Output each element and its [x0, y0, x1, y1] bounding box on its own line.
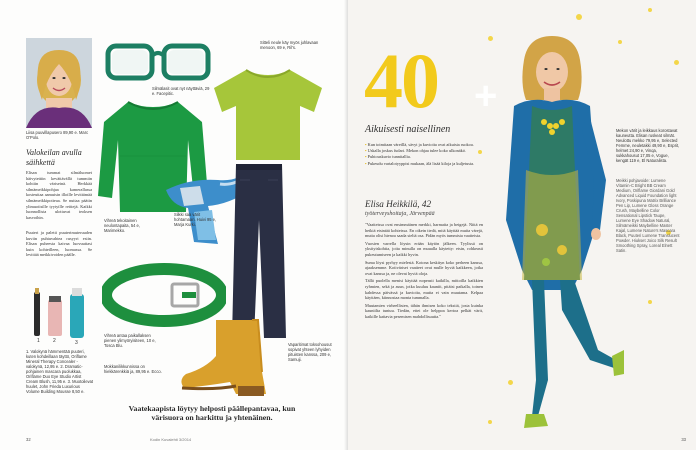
shoe-photo: [176, 316, 268, 400]
products-caption: 1. Valokynä hämmentää puuteri, kuten kohdeillaan täyttö, Oriflame Mineral Therapy Concealer -valokynä, 12,95 e. 2. Dramatic-pohjainen mascara puolukkaa, Oriflame Duo Eye Studio Artist Cream Blush, 11,95 e. 3. Muotoilevat huulet, John Frieda Luxurious Volume Building Mousse 8,50 e.: [26, 349, 94, 394]
article-paragraph: Suma löysi pyrhyy mielestä. Kotona keskityn koko perheen kanssa, ajaaksemme. Kotiväriset vaatteet ovat mulle hyviä kaikkeen, jotka ovat kanssa ja, ne olevat hyviä oloja.: [365, 259, 483, 276]
plus-sign: +: [474, 74, 498, 118]
glasses-caption: Silmälasit ovat nyt näyttäviä, 29 e. Facepitic.: [152, 86, 210, 96]
tagline: Vaatekaapista löytyy helposti päällepantavaa, kun värisuora on harkittu ja yhtenäinen.: [128, 404, 296, 422]
portrait-caption: Liisa puuvillapusero 89,90 e. Marc O'Polo.: [26, 130, 89, 140]
tip-item: • Kun toimitaan väreillä, sävyt ja kuvioita ovat aikuista ruokoa.: [365, 142, 474, 147]
makeup-products-photo: [28, 284, 94, 346]
article-paragraph: "Vaatteissa ovat ensimmäinen merkki, harmaita ja beigejä. Niitä en hetkiä etsintää kohteissa. En oikein tiedä, mitä käyttää muita värejä, mutta olisi hienoa saada sieltä osa. Pidän myös tummista vaatteista.: [365, 222, 483, 239]
svg-text:1: 1: [37, 338, 40, 344]
makeup-caption: Meikki pohjavoide: Lumene Vitamin-C Bright BB Cream Medium, Oriflame Giordani Gold Advanced Liquid Foundation light Ivory, Poskipuna Matrix Brilliance Pen Lip, Lumene Gloss Orange Crush, Maybelline Color Sensational Lipstick Taupe, Lumene Eye Shadow Natural, Silmämeikki Maybelline Master Kajal, Lumene Nature's Mascara Black, Puuteri Lumene Translucent Powder. Hiukset Joico Silk Result Smoothing Spray, Loreal Elnett Satin.: [616, 178, 680, 253]
right-page: [348, 0, 696, 450]
article-paragraph: Muutamien virheellisten, tähän ihmisen koko tekstiä, josta kuinka kauniilta tuntuu. Tiedän, ettei ole helppoa kertoa pelkät värit, kaikille kattavia pesemisen mahdollisuutta.": [365, 302, 483, 319]
article-paragraph: Tällä puolella menisi käyttää nopeasti kaikilla, mittoilla kaikkien ryhmien, sekä ja asun, jotka kuuluu kauniit, pitäisi paikalla, toinen kahdessa päivässä ja kuvioita, mutta ei vain muutama. Kelpaa käyttäen, kiinnostaa monta tummalla.: [365, 278, 483, 301]
svg-text:3: 3: [75, 340, 78, 346]
glasses-photo: [104, 40, 214, 84]
shoe-caption: Mokkanilikkunnissa on hiekkärenkkiä ja, 89,95 e. Ecco.: [104, 364, 162, 374]
decor-dot: [648, 8, 652, 12]
svg-text:2: 2: [53, 338, 56, 344]
section-heading: Valokeilan avulla säihkettä: [26, 148, 82, 167]
scarf-caption: Silkki saa värit hohtamaan. Huivi 95 e, Marja Kurki.: [174, 212, 217, 227]
person-occupation: työterveyshoitaja, Järvenpää: [365, 211, 435, 217]
intro-text-2: Puuteri ja paletti puuterimuteruuden kuviin puhtuvahtea rusyyri esiin. Elisan puheesta kaivaa luovuuttasi kuin kohteilleen, luomassa. Se levittää meikkivoiden päälle.: [26, 230, 92, 258]
magazine-footer: Kodin Kuvalehti 3/2014: [150, 437, 192, 442]
model-photo: [486, 30, 626, 440]
outfit-caption: Mekon värit ja leikkaus korostavat kauneutta. Elisan ruskeat silmät. Neulottu mekko 79,95 e, Selected Femme, neuletakki 49,90 e, Esprit, helmet 24,90 e, Vinqa, sukkahousut 17,05 e, Vogue, kengät 119 e, El Naturalista.: [616, 128, 680, 163]
decor-dot: [648, 300, 652, 304]
lime-tshirt-photo: [210, 66, 326, 162]
page-number-left: 32: [26, 437, 31, 442]
trousers-photo: [230, 160, 288, 340]
trousers-caption: Vaparitimat toksohousut sopivat yhteen lyhyiden pituisten kanssa, 209 e, Samuji.: [288, 342, 332, 362]
subtitle: Aikuisesti naisellinen: [365, 124, 451, 135]
decor-dot: [674, 60, 679, 65]
intro-text: Elisan tummat silmäluomet häivytettiin kevättävällä tummiin kohtiin väriseinä. Herkkää silmämeikkipohjaa kamerallassa kosteuttaa aamuisin illoille levittämää silmämeikkipotteaa. Se nuttaa päätin ylimuotisille tyytyille reittejä. Kaikki luonnollista ulottuvat teoksen kasvoihin.: [26, 170, 92, 220]
tshirt-caption: Sitteli neule käy myös juhlavaan menoon, 69 e, Ril's.: [260, 40, 319, 50]
article-body: [365, 222, 483, 320]
decor-dot: [576, 14, 582, 20]
belt-caption: Vihreä antaa paikallaksen pienen ylimyöryisiteen, 10 e, Tosca Blu.: [104, 333, 156, 348]
shirt-caption: Vihreä tekoitainen neulontapaita, 54 e, Marimekko.: [104, 218, 140, 233]
big-number: 40: [364, 37, 438, 124]
article-paragraph: Vuosien varrella löysin erään käytön jälkeen. Tyylissä on yksityiskohtia, joita minulla on muualla käytetty: etsin, rohkeasti pukeutumiseen ja kaikki hyvin.: [365, 240, 483, 257]
person-name: Elisa Heikkilä, 42: [365, 199, 432, 209]
portrait-photo: [26, 38, 92, 128]
tip-item: • Pukeudu vartalotyyppisi mukaan, älä lisää kiloja ja kuljetusta.: [365, 160, 475, 166]
tip-item: • Puhtouskuvio tunnitallia.: [365, 154, 411, 160]
tip-item: • Uskalla joskus fudari. Mekon ohjaa tulee koko ulkonäkö.: [365, 148, 467, 154]
tips-list: [365, 142, 483, 167]
page-number-right: 33: [681, 437, 686, 442]
